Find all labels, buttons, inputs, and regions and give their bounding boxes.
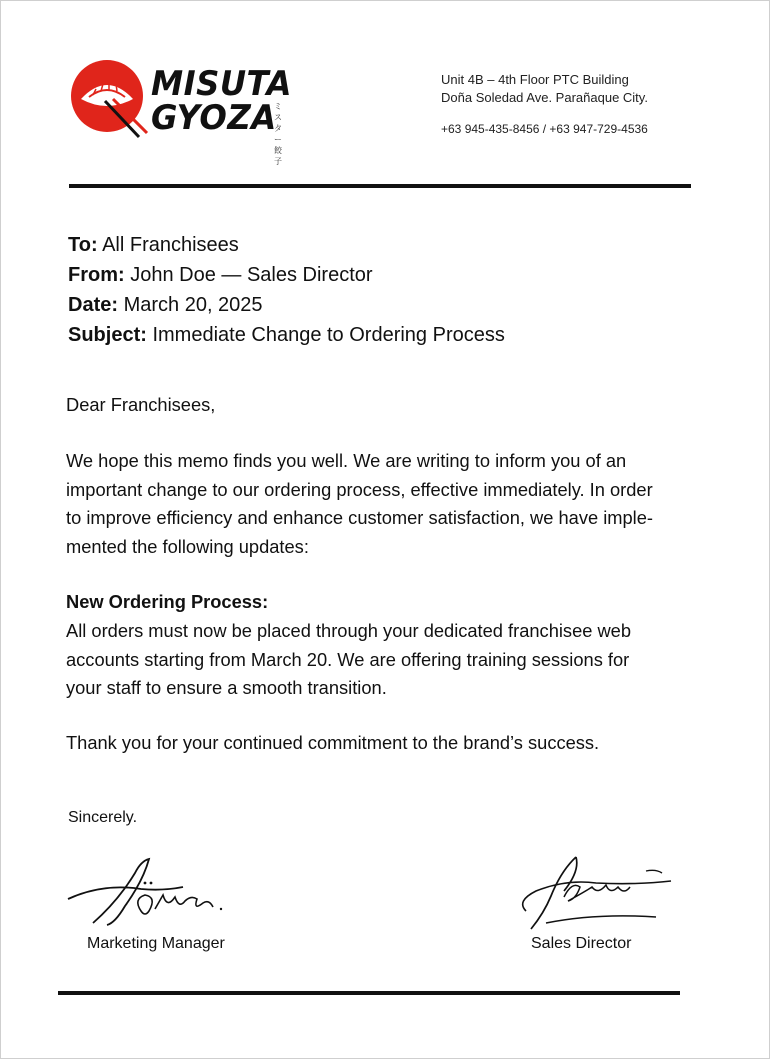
memo-to: To: All Franchisees	[68, 234, 239, 256]
company-phones: +63 945-435-8456 / +63 947-729-4536	[441, 122, 648, 136]
closing-sincerely: Sincerely.	[68, 809, 138, 826]
intro-line: to improve efficiency and enhance customer satisfaction, we have imple-	[66, 507, 653, 528]
greeting: Dear Franchisees,	[66, 394, 216, 415]
memo-from: From: John Doe — Sales Director	[68, 264, 373, 286]
logo-wordmark-bottom: GYOZA	[151, 98, 277, 138]
signatory-right-title: Sales Director	[531, 935, 632, 952]
dumpling-logo-icon	[67, 51, 151, 141]
thanks-line: Thank you for your continued commitment to the brand’s success.	[66, 732, 600, 753]
address-line-1: Unit 4B – 4th Floor PTC Building	[441, 72, 629, 87]
intro-paragraph	[66, 447, 726, 561]
section-line: accounts starting from March 20. We are offering training sessions for	[66, 648, 630, 670]
address-line-2: Doña Soledad Ave. Parañaque City.	[441, 90, 648, 105]
signatory-left-title: Marketing Manager	[87, 935, 225, 952]
section-line: your staff to ensure a smooth transition.	[66, 677, 387, 698]
header-divider	[69, 184, 691, 188]
signature-right-icon	[506, 851, 676, 931]
intro-line: We hope this memo finds you well. We are writing to inform you of an	[66, 450, 627, 471]
section-paragraph	[66, 617, 726, 703]
memo-date: Date: March 20, 2025	[68, 294, 263, 316]
footer-divider	[58, 991, 680, 995]
intro-line: important change to our ordering process, effective immediately. In order	[66, 478, 653, 500]
brand-logo	[67, 51, 293, 166]
memo-header	[68, 230, 505, 350]
signature-left-icon	[63, 851, 233, 931]
intro-line: mented the following updates:	[66, 535, 309, 557]
company-address	[441, 71, 648, 107]
logo-japanese-text: ミスター 餃子	[274, 102, 283, 166]
memo-subject: Subject: Immediate Change to Ordering Process	[68, 324, 505, 346]
logo-wordmark-top: MISUTA	[151, 64, 293, 104]
section-line: All orders must now be placed through your dedicated franchisee web	[66, 620, 632, 641]
section-heading: New Ordering Process:	[66, 591, 269, 612]
